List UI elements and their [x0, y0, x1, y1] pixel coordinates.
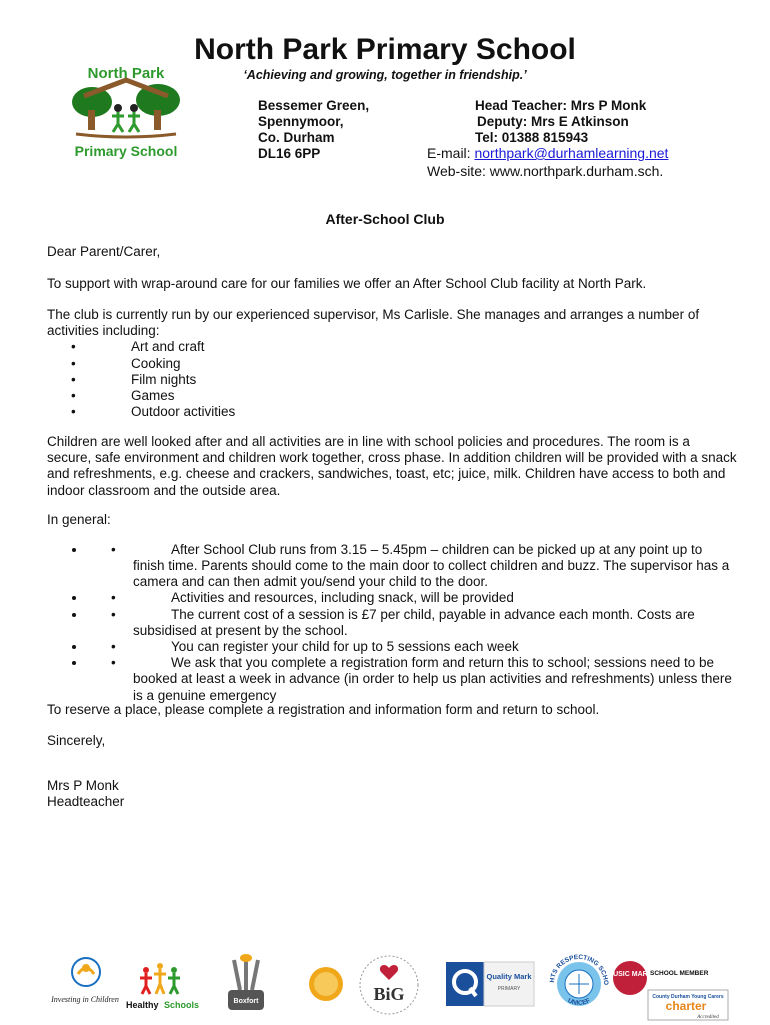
quality-mark-logo — [446, 962, 534, 1006]
quality-mark-text: Quality Mark — [486, 972, 532, 981]
general-section — [47, 512, 737, 717]
list-item: • • You can register your child for up to 5 sessions each week — [87, 639, 737, 655]
address-line: Co. Durham — [258, 130, 335, 145]
music-mark-logo — [607, 960, 653, 996]
paragraph — [47, 702, 737, 718]
rights-text: HTS RESPECTING SCHO — [548, 953, 610, 986]
paragraph-intro: To support with wrap-around care for our families we offer an After School Club facility at North Park. — [47, 276, 647, 291]
signatory-name: Mrs P Monk — [47, 778, 119, 793]
list-item: • • After School Club runs from 3.15 – 5.45pm – children can be picked up at any point up to finish time. Parents should come to the main door to collect children and buzz. The supervisor has a camera and can then admit you/send your child to the door. — [87, 542, 737, 591]
list-item: • Film nights — [47, 372, 737, 388]
deputy-head: Deputy: Mrs E Atkinson — [477, 114, 629, 129]
letter-title: After-School Club — [325, 211, 445, 227]
charter-text: charter — [665, 999, 707, 1013]
head-teacher: Head Teacher: Mrs P Monk — [475, 98, 647, 113]
signatory-title: Headteacher — [47, 794, 125, 810]
school-motto: ‘Achieving and growing, together in friendship.’ — [243, 68, 527, 82]
activities-list — [47, 339, 737, 420]
list-item: • Games — [47, 388, 737, 404]
music-text: MUSIC MARK — [607, 971, 653, 978]
paragraph-care: Children are well looked after and all activities are in line with school policies and procedures. The room is a secure, safe environment and children work together, cross phase. In addition children will be provided with a snack and refreshments, e.g. cheese and crackers, sandwiches, toast, etc; juice, milk. Children have access to both and indoor classroom and the outside area. — [47, 434, 737, 498]
logo-text-top: North Park — [87, 65, 165, 82]
signature-block — [47, 778, 737, 810]
list-item: • Outdoor activities — [47, 404, 737, 420]
school-logo — [62, 58, 190, 162]
staff-details — [475, 98, 646, 146]
list-item: • Cooking — [47, 356, 737, 372]
general-label: In general: — [47, 512, 111, 527]
contact-details — [427, 144, 668, 180]
email-label: E-mail: — [427, 145, 475, 161]
gold-badge-logo — [306, 964, 346, 1004]
address-line: Spennymoor, — [258, 114, 344, 129]
list-item: • Art and craft — [47, 339, 737, 355]
healthy-text: Healthy — [126, 1000, 159, 1010]
logo-text-bottom: Primary School — [74, 143, 178, 159]
boxfort-text: Boxfort — [233, 998, 259, 1005]
paragraph-reserve: To reserve a place, please complete a registration and information form and return to school. — [47, 702, 600, 717]
greeting: Dear Parent/Carer, — [47, 244, 161, 259]
paragraph — [47, 434, 737, 499]
paragraph — [47, 733, 737, 749]
paragraph — [47, 276, 737, 292]
list-item: • • We ask that you complete a registration form and return this to school; sessions need to be booked at least a week in advance (in order to help us plan activities and refreshments) unless there is a genuine emergency — [87, 655, 737, 704]
website: Web-site: www.northpark.durham.sch. — [427, 163, 664, 179]
boxfort-logo — [220, 950, 272, 1016]
school-address — [258, 98, 369, 162]
investing-text: Investing in Children — [51, 995, 119, 1004]
charter-sub-text: Accredited — [697, 1015, 719, 1020]
unicef-text: UNICEF — [566, 997, 592, 1008]
big-text: BiG — [373, 984, 405, 1004]
list-item: • • Activities and resources, including snack, will be provided — [87, 590, 737, 606]
school-name: North Park Primary School — [194, 33, 576, 66]
general-list — [47, 542, 737, 704]
healthy-schools-logo — [124, 958, 202, 1014]
music-member-text: SCHOOL MEMBER — [650, 970, 709, 977]
address-line: DL16 6PP — [258, 146, 321, 161]
rights-respecting-school-logo — [546, 948, 612, 1018]
activities-section — [47, 307, 737, 420]
schools-text: Schools — [164, 1000, 200, 1010]
charter-title-text: County Durham Young Carers — [652, 994, 724, 1000]
closing: Sincerely, — [47, 733, 106, 748]
telephone: Tel: 01388 815943 — [475, 130, 589, 145]
address-line: Bessemer Green, — [258, 98, 370, 113]
big-lottery-logo — [358, 954, 420, 1016]
email-link[interactable]: northpark@durhamlearning.net — [474, 145, 669, 161]
young-carers-charter-logo — [648, 990, 728, 1020]
letter-body — [47, 244, 737, 260]
investing-in-children-logo — [48, 950, 122, 1010]
paragraph-supervisor: The club is currently run by our experienced supervisor, Ms Carlisle. She manages and arranges a number of activities including: — [47, 307, 700, 339]
quality-sub-text: PRIMARY — [497, 986, 521, 992]
list-item: • • The current cost of a session is £7 per child, payable in advance each month. Costs are subsidised at present by the school. — [87, 607, 737, 639]
